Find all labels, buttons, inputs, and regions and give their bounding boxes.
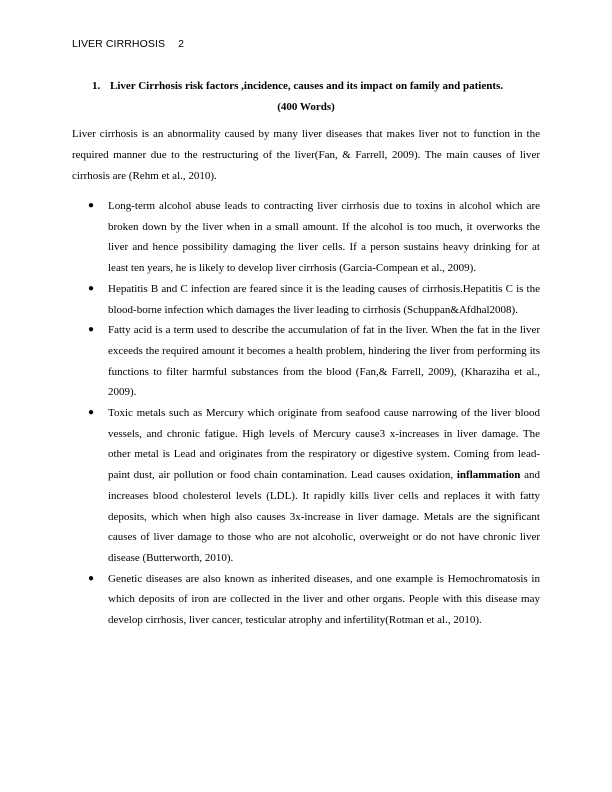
running-head-title: LIVER CIRRHOSIS: [72, 38, 166, 50]
section-title: Liver Cirrhosis risk factors ,incidence, causes and its impact on family and patients.: [110, 80, 504, 92]
bullet-icon: ●: [88, 282, 95, 294]
list-item-text: [108, 407, 540, 564]
list-item-text: Hepatitis B and C infection are feared since it is the leading causes of cirrhosis.Hepatitis C is the blood-borne infection which damages the liver leading to cirrhosis (Schuppan&Afdhal2008).: [108, 282, 540, 316]
running-head: [72, 38, 184, 50]
intro-paragraph: Liver cirrhosis is an abnormality caused by many liver diseases that makes liver not to function in the required manner due to the restructuring of the liver(Fan, & Farrell, 2009). The main causes of liver cirrhosis are (Rehm et al., 2010).: [72, 128, 540, 182]
section-word-count: (400 Words): [277, 101, 335, 113]
section-number: 1.: [92, 80, 101, 92]
bullet-icon: ●: [88, 324, 95, 336]
bold-term: inflammation: [456, 469, 521, 482]
list-item: [72, 569, 540, 631]
bullet-icon: ●: [88, 407, 95, 419]
section-heading-line1: [72, 76, 540, 97]
list-item: [72, 403, 540, 569]
bullet-icon: ●: [88, 200, 95, 211]
page-number: 2: [178, 38, 185, 50]
list-item-text: Genetic diseases are also known as inherited diseases, and one example is Hemochromatosis in which deposits of iron are collected in the liver and other organs. People with this disease may develop cirrhosis, liver cancer, testicular atrophy and infertility(Rotman et al., 2010).: [108, 572, 540, 627]
bullet-icon: ●: [88, 572, 95, 584]
list-item-text: Fatty acid is a term used to describe the accumulation of fat in the liver. When the fat in the liver exceeds the required amount it becomes a health problem, hindering the liver from performing its functions to filter harmful substances from the blood (Fan,& Farrell, 2009), (Kharaziha et al., 2009).: [108, 324, 540, 399]
list-item-text-before: Toxic metals such as Mercury which originate from seafood cause narrowing of the liver blood vessels, and chronic fatigue. High levels of Mercury cause3 x-increases in liver damage. The other metal is Lead and originates from the respiratory or digestive system. Coming from lead-paint dust, air pollution or food chain contamination. Lead causes oxidation,: [108, 407, 540, 482]
list-item-text: Long-term alcohol abuse leads to contracting liver cirrhosis due to toxins in alcohol which are broken down by the liver when in a small amount. If the alcohol is too much, it overworks the liver and hence possibility damaging the liver cells. If a person sustains heavy drinking for at least ten years, he is likely to develop liver cirrhosis (Garcia-Compean et al., 2009).: [108, 200, 540, 275]
list-item: [72, 320, 540, 403]
section-heading: [72, 76, 540, 118]
list-item: [72, 279, 540, 320]
list-item: [72, 196, 540, 279]
list-item-text-after: and increases blood cholesterol levels (LDL). It rapidly kills liver cells and replaces it with fatty deposits, which when high also causes 3x-increase in liver damage. Metals are the significant causes of liver damage to those who are not alcoholic, overweight or do not have chronic liver disease (Butterworth, 2010).: [108, 469, 540, 564]
causes-list: [72, 196, 540, 631]
